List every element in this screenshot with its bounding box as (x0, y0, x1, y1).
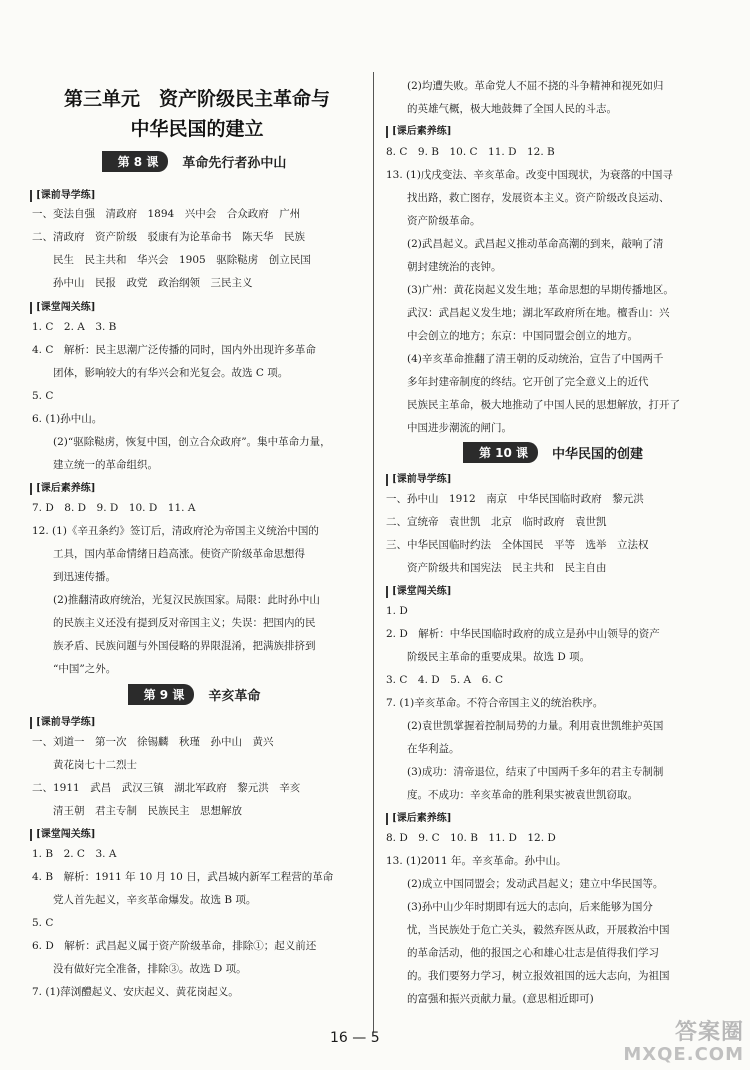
answer-line: 度。不成功：辛亥革命的胜利果实被袁世凯窃取。 (386, 789, 638, 801)
page-number: 16 — 5 (330, 1030, 380, 1046)
answer-line: 三、中华民国临时约法 全体国民 平等 选举 立法权 (386, 539, 649, 551)
lesson-badge: 第 9 课 (134, 684, 195, 705)
answer-line: 二、1911 武昌 武汉三镇 湖北军政府 黎元洪 辛亥 (32, 782, 301, 794)
answer-line: 找出路，救亡图存，发展资本主义。资产阶级改良运动、 (386, 192, 670, 204)
answer-line: (4)辛亥革命推翻了清王朝的反动统治，宣告了中国两千 (386, 353, 664, 365)
unit-title-line-2: 中华民国的建立 (130, 118, 264, 140)
section-post: [课后素养练] (30, 483, 95, 495)
section-post: [课后素养练] (386, 126, 451, 138)
section-pre: [课前导学练] (30, 190, 95, 202)
answer-line: 孙中山 民报 政党 政治纲领 三民主义 (32, 277, 253, 289)
section-pre: [课前导学练] (30, 717, 95, 729)
answer-line: 8. D 9. C 10. B 11. D 12. D (386, 832, 556, 844)
lesson-badge: 第 8 课 (108, 151, 169, 172)
answer-line: (2)“驱除鞑虏，恢复中国，创立合众政府”。集中革命力量， (32, 436, 331, 448)
answer-line: 7. D 8. D 9. D 10. D 11. A (32, 502, 196, 514)
lesson-10-header (386, 442, 726, 463)
answer-line: 4. B 解析：1911 年 10 月 10 日，武昌城内新军工程营的革命 (32, 871, 334, 883)
watermark-logo (623, 1022, 744, 1066)
answer-line: 一、刘道一 第一次 徐锡麟 秋瑾 孙中山 黄兴 (32, 736, 274, 748)
column-divider (373, 72, 374, 1032)
answer-line: 民族民主革命，极大地推动了中国人民的思想解放，打开了 (386, 399, 680, 411)
lesson-8-header (28, 151, 366, 172)
answer-line: 12. (1)《辛丑条约》签订后，清政府沦为帝国主义统治中国的 (32, 525, 319, 537)
answer-line: 6. D 解析：武昌起义属于资产阶级革命，排除①；起义前还 (32, 940, 317, 952)
answer-line: 清王朝 君主专制 民族民主 思想解放 (32, 805, 242, 817)
answer-line: (3)孙中山少年时期即有远大的志向，后来能够为国分 (386, 901, 653, 913)
answer-line: 工具，国内革命情绪日趋高涨。使资产阶级革命思想得 (32, 548, 305, 560)
answer-line: 8. C 9. B 10. C 11. D 12. B (386, 146, 555, 158)
answer-line: (2)袁世凯掌握着控制局势的力量。利用袁世凯维护英国 (386, 720, 664, 732)
answer-line: (2)成立中国同盟会；发动武昌起义；建立中华民国等。 (386, 878, 664, 890)
answer-line: 的。我们要努力学习，树立报效祖国的远大志向，为祖国 (386, 970, 670, 982)
answer-line: 中国进步潮流的闸门。 (386, 422, 512, 434)
answer-line: 13. (1)2011 年。辛亥革命。孙中山。 (386, 855, 567, 867)
answer-line: 黄花岗七十二烈士 (32, 759, 137, 771)
answer-line: (2)武昌起义。武昌起义推动革命高潮的到来，敲响了清 (386, 238, 664, 250)
answer-line: 5. C (32, 917, 54, 929)
unit-title-line-1: 第三单元 资产阶级民主革命与 (63, 88, 330, 110)
lesson-title: 辛亥革命 (208, 689, 261, 704)
answer-line: 忧，当民族处于危亡关头，毅然弃医从政，开展救治中国 (386, 924, 670, 936)
answer-line: “中国”之外。 (32, 663, 117, 675)
answer-line: (2)推翻清政府统治，光复汉民族国家。局限：此时孙中山 (32, 594, 320, 606)
answer-line: 二、宣统帝 袁世凯 北京 临时政府 袁世凯 (386, 516, 607, 528)
answer-line: 7. (1)辛亥革命。不符合帝国主义的统治秩序。 (386, 697, 604, 709)
section-class: [课堂闯关练] (386, 586, 451, 598)
answer-line: (2)均遭失败。革命党人不屈不挠的斗争精神和视死如归 (386, 80, 664, 92)
answer-line: 族矛盾、民族问题与外国侵略的界限混淆，把满族排挤到 (32, 640, 316, 652)
answer-line: 到迅速传播。 (32, 571, 116, 583)
lesson-9-header (28, 684, 366, 705)
answer-line: 的民族主义还没有提到反对帝国主义；失误：把国内的民 (32, 617, 316, 629)
answer-line: 1. B 2. C 3. A (32, 848, 117, 860)
answer-line: 党人首先起义，辛亥革命爆发。故选 B 项。 (32, 894, 257, 906)
answer-line: 建立统一的革命组织。 (32, 459, 158, 471)
answer-line: 5. C (32, 390, 54, 402)
section-pre: [课前导学练] (386, 474, 451, 486)
answer-line: 朝封建统治的丧钟。 (386, 261, 502, 273)
section-class: [课堂闯关练] (30, 829, 95, 841)
answer-line: 阶级民主革命的重要成果。故选 D 项。 (386, 651, 591, 663)
section-class: [课堂闯关练] (30, 302, 95, 314)
answer-line: 2. D 解析：中华民国临时政府的成立是孙中山领导的资产 (386, 628, 660, 640)
answer-line: 的革命活动，他的报国之心和雄心壮志是值得我们学习 (386, 947, 659, 959)
answer-line: 7. (1)萍浏醴起义、安庆起义、黄花岗起义。 (32, 986, 239, 998)
answer-line: 的富强和振兴贡献力量。(意思相近即可) (386, 993, 594, 1005)
answer-line: 3. C 4. D 5. A 6. C (386, 674, 503, 686)
answer-line: 武汉：武昌起义发生地；湖北军政府所在地。檀香山：兴 (386, 307, 670, 319)
answer-line: 中会创立的地方；东京：中国同盟会创立的地方。 (386, 330, 638, 342)
answer-line: 1. C 2. A 3. B (32, 321, 117, 333)
answer-line: 资产阶级革命。 (386, 215, 481, 227)
answer-line: 6. (1)孙中山。 (32, 413, 103, 425)
lesson-title: 中华民国的创建 (552, 447, 644, 462)
answer-line: (3)广州：黄花岗起义发生地；革命思想的早期传播地区。 (386, 284, 674, 296)
lesson-title: 革命先行者孙中山 (182, 156, 287, 171)
answer-line: 4. C 解析：民主思潮广泛传播的同时，国内外出现许多革命 (32, 344, 316, 356)
answer-line: 民生 民主共和 华兴会 1905 驱除鞑虏 创立民国 (32, 254, 311, 266)
answer-line: (3)成功：清帝退位，结束了中国两千多年的君主专制制 (386, 766, 664, 778)
answer-line: 没有做好完全准备，排除③。故选 D 项。 (32, 963, 247, 975)
section-post: [课后素养练] (386, 813, 451, 825)
answer-line: 的英雄气概，极大地鼓舞了全国人民的斗志。 (386, 103, 617, 115)
answer-line: 一、变法自强 清政府 1894 兴中会 合众政府 广州 (32, 208, 301, 220)
watermark-text: 答案圈 (674, 1020, 744, 1045)
answer-line: 在华利益。 (386, 743, 460, 755)
answer-line: 资产阶级共和国宪法 民主共和 民主自由 (386, 562, 607, 574)
answer-line: 二、清政府 资产阶级 驳康有为论革命书 陈天华 民族 (32, 231, 305, 243)
answer-line: 一、孙中山 1912 南京 中华民国临时政府 黎元洪 (386, 493, 644, 505)
lesson-badge: 第 10 课 (469, 442, 538, 463)
answer-line: 1. D (386, 605, 408, 617)
answer-line: 团体，影响较大的有华兴会和光复会。故选 C 项。 (32, 367, 289, 379)
answer-line: 多年封建帝制度的终结。它开创了完全意义上的近代 (386, 376, 649, 388)
answer-line: 13. (1)戊戌变法、辛亥革命。改变中国现状，为衰落的中国寻 (386, 169, 673, 181)
watermark-url: MXQE.COM (623, 1044, 744, 1065)
